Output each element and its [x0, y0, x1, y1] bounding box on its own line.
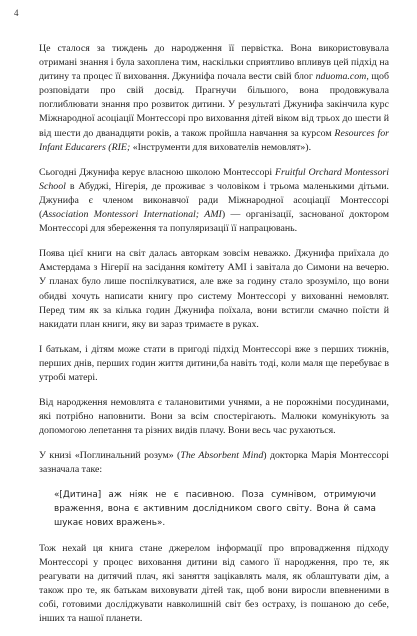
text-run: Сьогодні Джунифа керує власною школою Монтессорі — [39, 166, 275, 178]
course-name: Resources for Infant Educarers (RIE; — [39, 127, 390, 153]
block-quote: «[Дитина] аж ніяк не є пасивною. Поза сумнівом, отримуючи враження, вона є активним дослідником свого світу. Вона й сама шукає нових вражень». — [54, 489, 376, 528]
page-content — [39, 42, 389, 636]
paragraph-author-blog — [39, 42, 389, 155]
paragraph-infants-learners: Від народження немовлята є талановитими учнями, а не порожніми посудинами, які потрібно наповнити. Вони за всім спостерігають. Малюки комунікують за допомогою лепетання та різних видів плачу. Вони весь час рухаються. — [39, 397, 389, 437]
paragraph-early-montessori: І батькам, і дітям може стати в пригоді підхід Монтессорі вже з перших тижнів, перших днів, перших годин життя дитини,ба навіть тоді, коли маля ще перебуває в утробі матері. — [39, 343, 389, 383]
text-run: в Абуджі, Нігерія, де проживає з чоловіком і трьома маленькими дітьми. Джунифа є членом виконавчої ради Міжнародної асоціації Монтессорі ( — [39, 180, 389, 221]
paragraph-author-school — [39, 166, 389, 236]
text-run: Це сталося за тиждень до народження її первістка. Вона використовувала отримані знання і була захоплена тим, наскільки сприятливо впливув цей підхід на дитину та процес її виховання. Джуниіфа почала вести свій блог — [39, 43, 389, 83]
text-run: ) — організації, заснованої доктором Монтессорі для збереження та популяризації її напрацювань. — [39, 209, 389, 235]
school-name: Fruitful Orchard Montessori School — [39, 166, 389, 192]
organization-name: Association Montessori International; AMI — [42, 209, 222, 221]
text-run: У книзі «Поглинальний розум» ( — [39, 450, 181, 462]
text-run: ) докторка Марія Монтессорі зазначала таке: — [39, 450, 390, 476]
blog-name: nduoma.com — [315, 71, 367, 83]
book-title: The Absorbent Mind — [180, 450, 264, 462]
text-run: , щоб розповідати про свій досвід. Прагнучи більшого, вона продовжувала поглиблювати знання про розвиток дитини. У результаті Джунифа закінчила курс Міжнародної асоціації Монтессорі про виховання дітей віком від трьох до шести й від шести до дванадцяти років, а також пройшла навчання за курсом — [39, 71, 389, 139]
text-run: «Інструменти для вихователів немовлят»). — [130, 141, 312, 153]
paragraph-book-origin: Поява цієї книги на світ далась авторкам зовсім неважко. Джунифа приїхала до Амстердама з Нігерії на засідання комітету AMI і завітала до Симони на вечерю. У планах було лише поспілкуватися, але вже за годину стало зрозуміло, що вони обидві хочуть написати книгу про систему Монтессорі у вихованні немовлят. Перед тим як за кілька годин Джунифа поїхала, вони встигли смачно поїсти й накидати план книги, яку ви зараз тримаєте в руках. — [39, 248, 389, 330]
page-number: 4 — [14, 8, 19, 18]
paragraph-closing: Тож нехай ця книга стане джерелом інформації про впровадження підходу Монтессорі у процес виховання дитини від самого її народження, про те, як реагувати на дитячий плач, які заняття зацікавлять маля, як облаштувати дім, а також про те, як батькам виховувати дітей так, щоб вони виросли впевненими в собі, готовими досліджувати навколишній світ без остраху, із пошаною до себе, інших та нашої планети. — [39, 542, 389, 624]
paragraph-quote-intro — [39, 449, 389, 477]
